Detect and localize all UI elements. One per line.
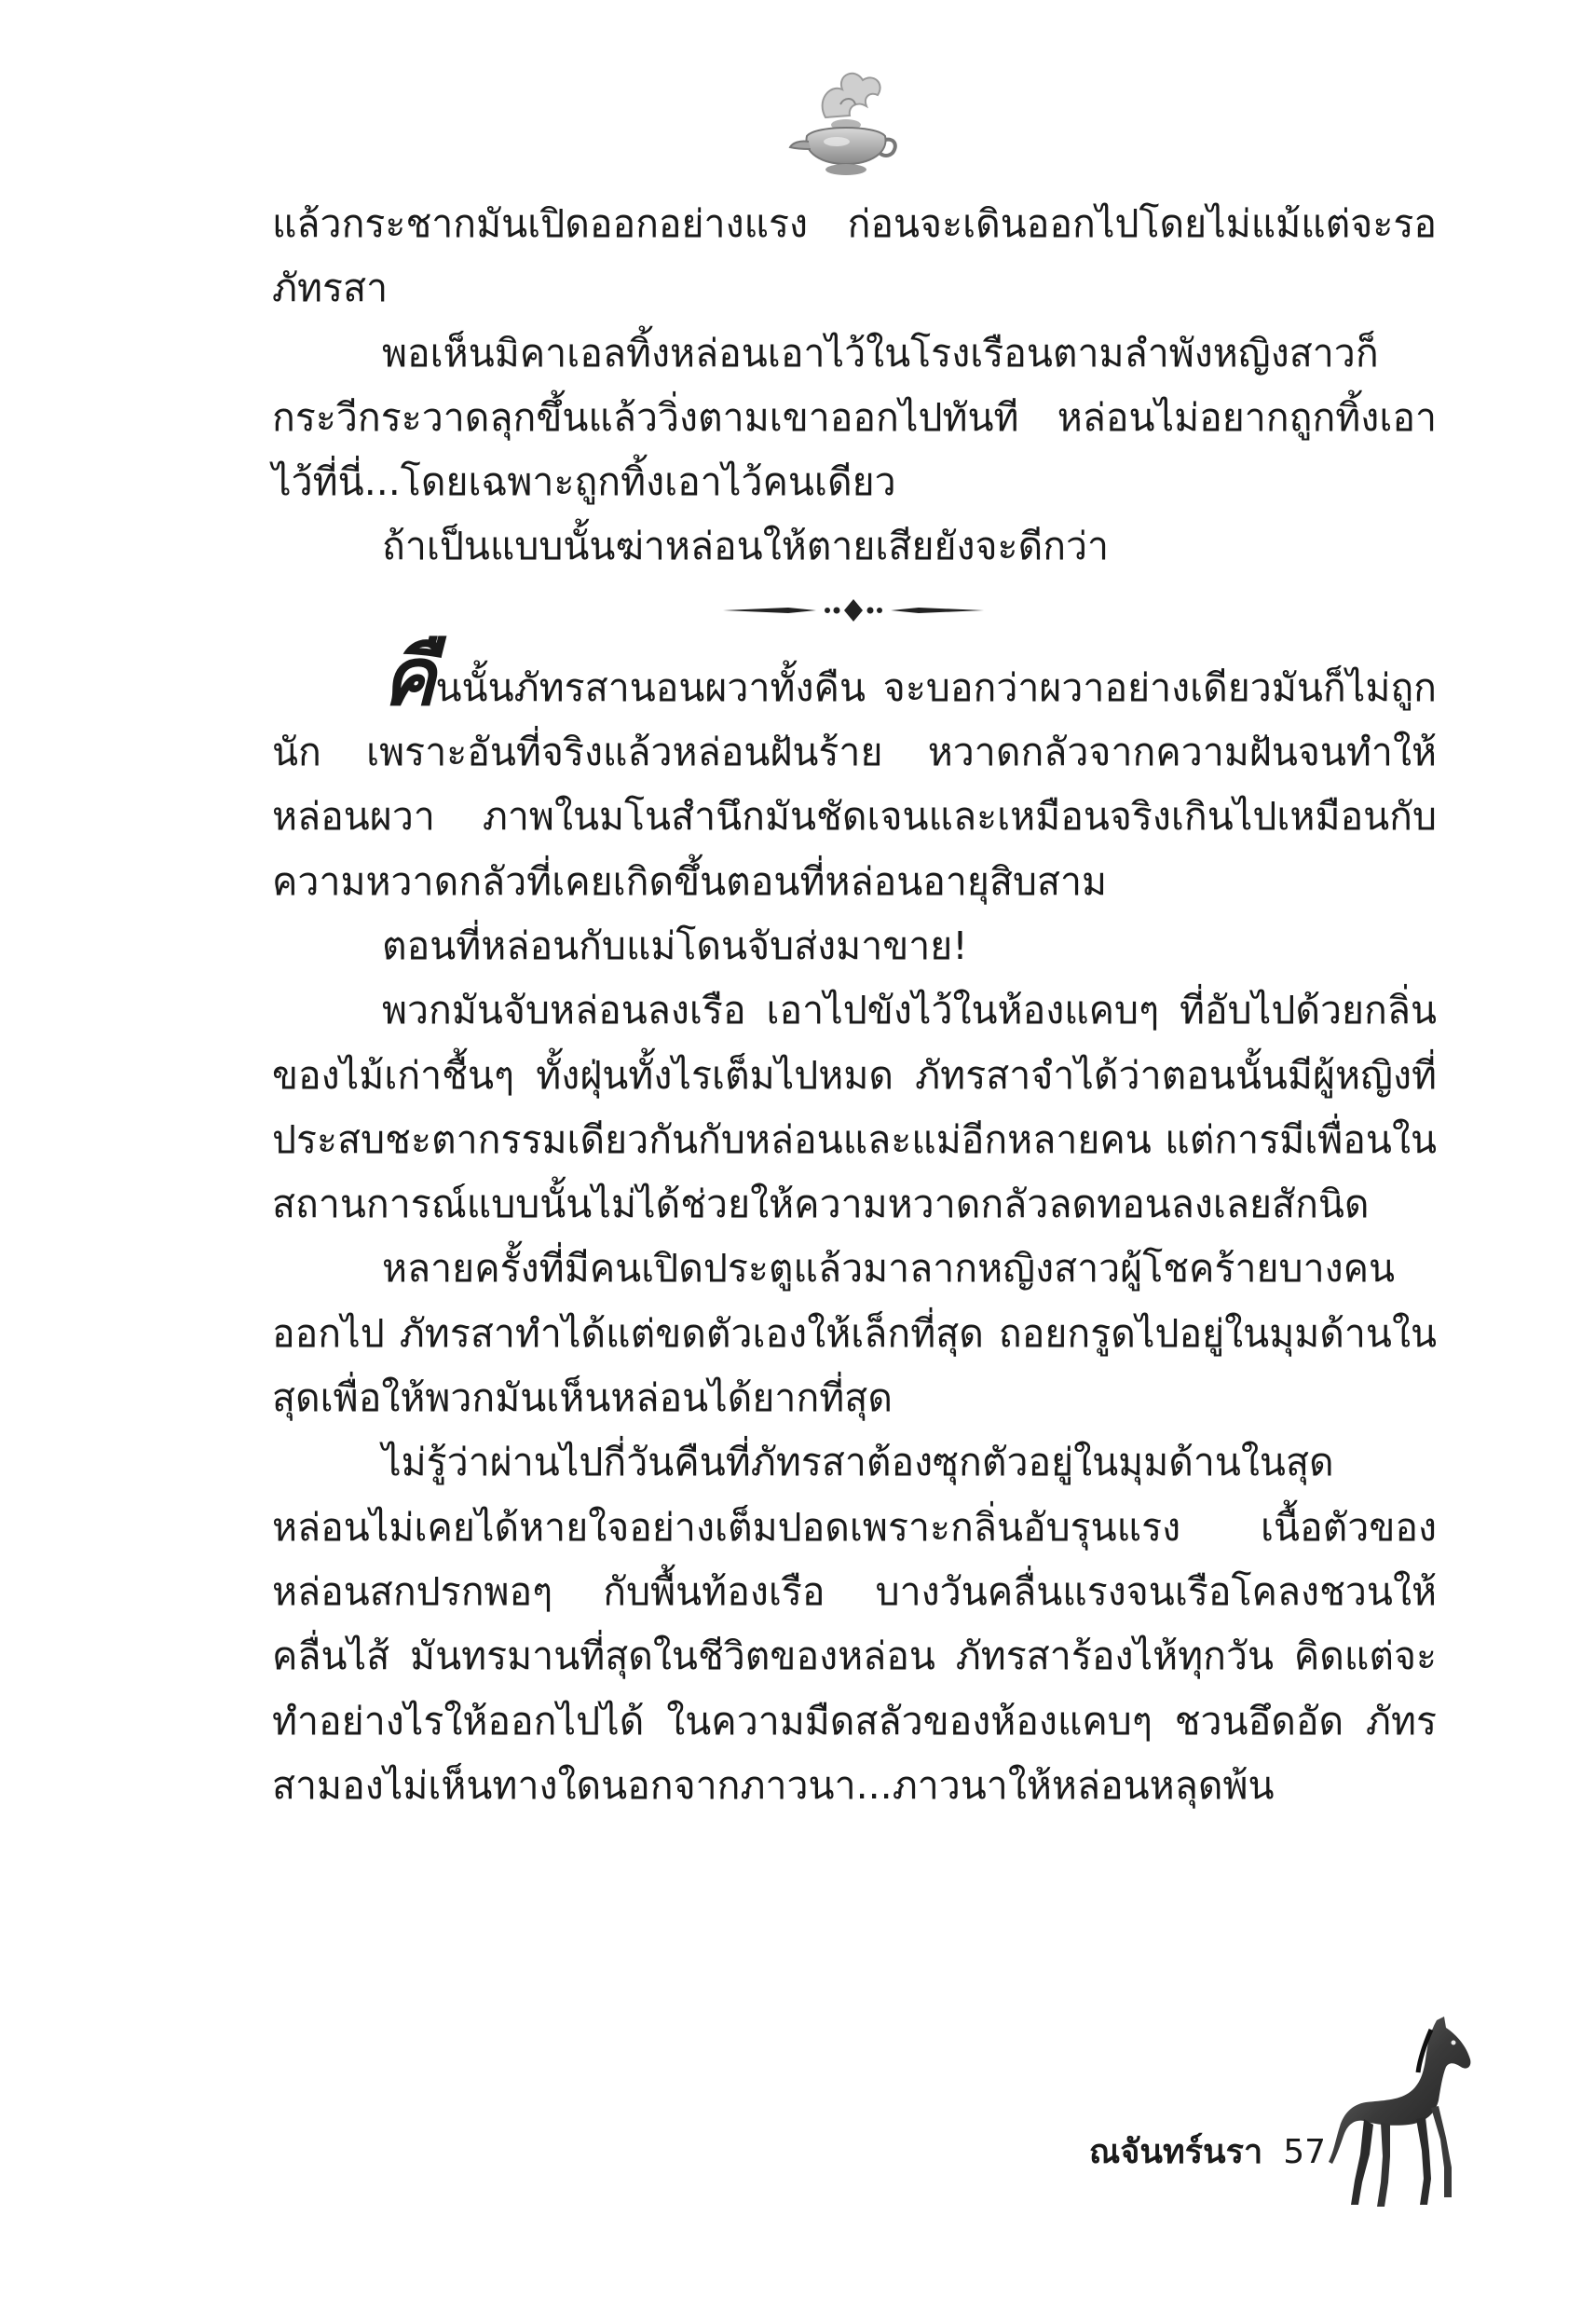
paragraph: พวกมันจับหล่อนลงเรือ เอาไปขังไว้ในห้องแคบๆ ที่อับไปด้วยกลิ่นของไม้เก่าชื้นๆ ทั้งฝุ่นทั้งไรเต็มไปหมด ภัทรสาจำได้ว่าตอนนั้นมีผู้หญิงที่ประสบชะตากรรมเดียวกันกับหล่อนและแม่อีกหลายคน แต่การมีเพื่อนในสถานการณ์แบบนั้นไม่ได้ช่วยให้ความหวาดกลัวลดทอนลงเลยสักนิด [272, 988, 1437, 1227]
ornamental-divider-icon [723, 596, 984, 624]
paragraph: ไม่รู้ว่าผ่านไปกี่วันคืนที่ภัทรสาต้องซุกตัวอยู่ในมุมด้านในสุด หล่อนไม่เคยได้หายใจอย่างเต็มปอดเพราะกลิ่นอับรุนแรง เนื้อตัวของหล่อนสกปรกพอๆ กับพื้นท้องเรือ บางวันคลื่นแรงจนเรือโคลงชวนให้คลื่นไส้ มันทรมานที่สุดในชีวิตของหล่อน ภัทรสาร้องไห้ทุกวัน คิดแต่จะทำอย่างไรให้ออกไปได้ ในความมืดสลัวของห้องแคบๆ ชวนอึดอัด ภัทรสามองไม่เห็นทางใดนอกจากภาวนา...ภาวนาให้หล่อนหลุดพ้น [272, 1440, 1437, 1808]
opening-paragraph [272, 630, 1437, 914]
scene-divider [272, 580, 1437, 640]
paragraph: หลายครั้งที่มีคนเปิดประตูแล้วมาลากหญิงสาวผู้โชคร้ายบางคนออกไป ภัทรสาทำได้แต่ขดตัวเองให้เล็กที่สุด ถอยกรูดไปอยู่ในมุมด้านในสุดเพื่อให้พวกมันเห็นหล่อนได้ยากที่สุด [272, 1246, 1437, 1421]
author-name: ณจันทร์นรา [1088, 2133, 1263, 2171]
paragraph: ตอนที่หล่อนกับแม่โดนจับส่งมาขาย! [382, 923, 968, 968]
paragraph: พอเห็นมิคาเอลทิ้งหล่อนเอาไว้ในโรงเรือนตามลำพังหญิงสาวก็กระวีกระวาดลุกขึ้นแล้ววิ่งตามเขาออกไปทันที หล่อนไม่อยากถูกทิ้งเอาไว้ที่นี่...โดยเฉพาะถูกทิ้งเอาไว้คนเดียว [272, 330, 1437, 505]
drop-cap: คื [382, 630, 436, 724]
horse-icon [1327, 2015, 1476, 2210]
paragraph-text: นนั้นภัทรสานอนผวาทั้งคืน จะบอกว่าผวาอย่างเดียวมันก็ไม่ถูกนัก เพราะอันที่จริงแล้วหล่อนฝันร้าย หวาดกลัวจากความฝันจนทำให้หล่อนผวา ภาพในมโนสำนึกมันชัดเจนและเหมือนจริงเกินไปเหมือนกับความหวาดกลัวที่เคยเกิดขึ้นตอนที่หล่อนอายุสิบสาม [272, 664, 1437, 904]
paragraph: ถ้าเป็นแบบนั้นฆ่าหล่อนให้ตายเสียยังจะดีกว่า [382, 524, 1110, 569]
paragraph-continued: แล้วกระชากมันเปิดออกอย่างแรง ก่อนจะเดินออกไปโดยไม่แม้แต่จะรอภัทรสา [272, 201, 1437, 311]
page-number: 57 [1283, 2133, 1326, 2171]
page-footer [1089, 2125, 1326, 2178]
body-text [272, 192, 1437, 1818]
genie-lamp-icon [788, 63, 904, 183]
